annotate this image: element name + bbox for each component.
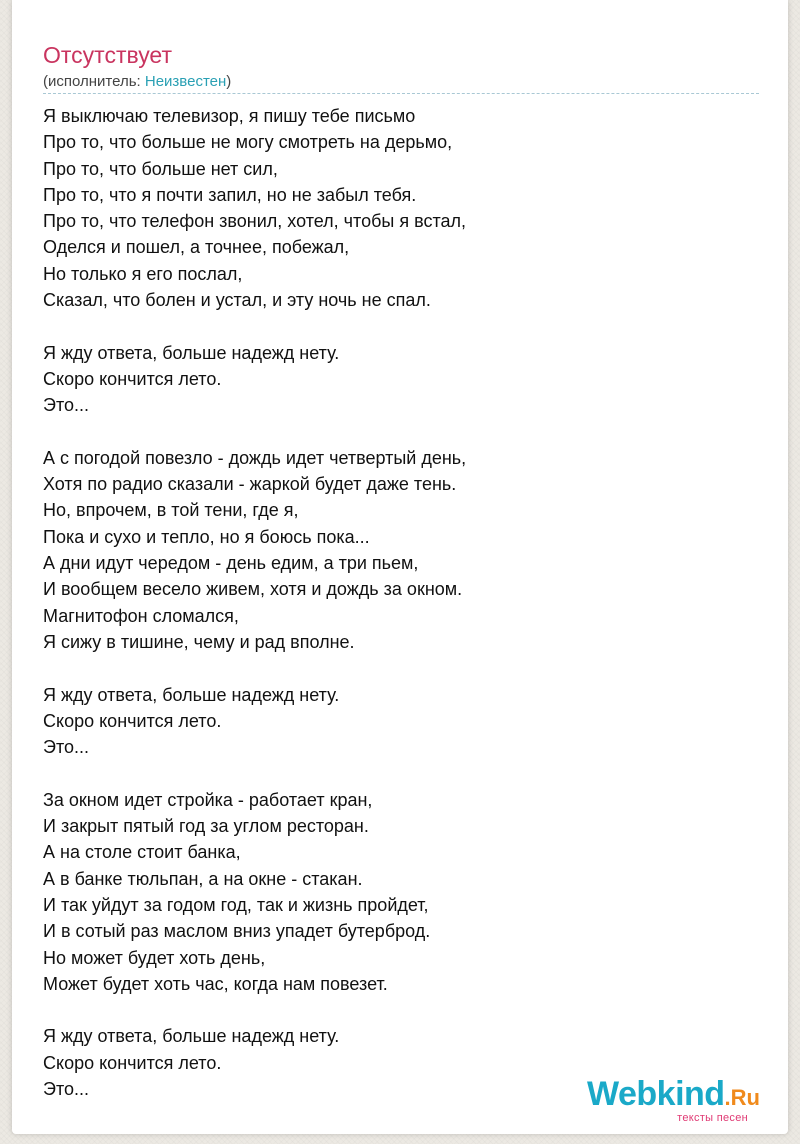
lyric-line: И вообщем весело живем, хотя и дождь за окном. [43, 579, 463, 600]
lyric-line: Это... [43, 737, 89, 758]
header-divider [43, 93, 759, 94]
lyric-line: Скоро кончится лето. [43, 1052, 222, 1073]
lyric-line: Скоро кончится лето. [43, 710, 222, 731]
lyric-line: И так уйдут за годом год, так и жизнь пройдет, [43, 894, 429, 915]
lyric-line: Но может будет хоть день, [43, 947, 266, 968]
lyric-line: И закрыт пятый год за углом ресторан. [43, 816, 369, 837]
artist-line [43, 72, 231, 92]
lyric-line: Про то, что я почти запил, но не забыл тебя. [43, 184, 417, 205]
logo-wordmark [587, 1076, 760, 1116]
lyric-line: А с погодой повезло - дождь идет четвертый день, [43, 447, 467, 468]
lyrics-stanza [43, 682, 763, 761]
lyric-line: Это... [43, 395, 89, 416]
lyric-line: Пока и сухо и тепло, но я боюсь пока... [43, 526, 370, 547]
lyric-line: Магнитофон сломался, [43, 605, 239, 626]
webkind-logo[interactable] [587, 1076, 760, 1124]
lyric-line: А на столе стоит банка, [43, 842, 241, 863]
lyric-line: Я сижу в тишине, чему и рад вполне. [43, 631, 355, 652]
artist-prefix: (исполнитель: [43, 73, 145, 90]
lyric-line: Я жду ответа, больше надежд нету. [43, 342, 340, 363]
lyric-line: Хотя по радио сказали - жаркой будет даже тень. [43, 474, 457, 495]
lyrics-body [43, 103, 763, 1102]
lyric-line: И в сотый раз маслом вниз упадет бутерброд. [43, 921, 431, 942]
lyric-line: Скоро кончится лето. [43, 368, 222, 389]
lyric-line: Про то, что больше не могу смотреть на дерьмо, [43, 132, 453, 153]
lyrics-stanza [43, 103, 763, 313]
lyric-line: За окном идет стройка - работает кран, [43, 789, 373, 810]
lyric-line: Оделся и пошел, а точнее, побежал, [43, 237, 350, 258]
artist-suffix: ) [226, 73, 232, 90]
logo-suffix-text: .Ru [724, 1085, 760, 1110]
lyric-line: Я жду ответа, больше надежд нету. [43, 684, 340, 705]
lyric-line: Это... [43, 1078, 89, 1099]
logo-tagline: тексты песен [677, 1112, 748, 1124]
lyric-line: Но только я его послал, [43, 263, 243, 284]
lyric-line: Я выключаю телевизор, я пишу тебе письмо [43, 106, 416, 126]
lyrics-stanza [43, 340, 763, 419]
lyric-line: Сказал, что болен и устал, и эту ночь не спал. [43, 290, 431, 311]
lyric-line: Про то, что телефон звонил, хотел, чтобы я встал, [43, 211, 467, 232]
lyrics-page [12, 0, 788, 1134]
lyric-line: Но, впрочем, в той тени, где я, [43, 500, 299, 521]
lyric-line: А дни идут чередом - день едим, а три пьем, [43, 553, 419, 574]
lyric-line: Я жду ответа, больше надежд нету. [43, 1026, 340, 1047]
lyric-line: Про то, что больше нет сил, [43, 158, 278, 179]
lyric-line: Может будет хоть час, когда нам повезет. [43, 973, 388, 994]
lyrics-stanza [43, 787, 763, 997]
lyrics-stanza [43, 445, 763, 655]
artist-link[interactable]: Неизвестен [144, 73, 227, 90]
song-title: Отсутствует [43, 42, 172, 68]
lyric-line: А в банке тюльпан, а на окне - стакан. [43, 868, 363, 889]
logo-main-text: Webkind [587, 1075, 725, 1113]
